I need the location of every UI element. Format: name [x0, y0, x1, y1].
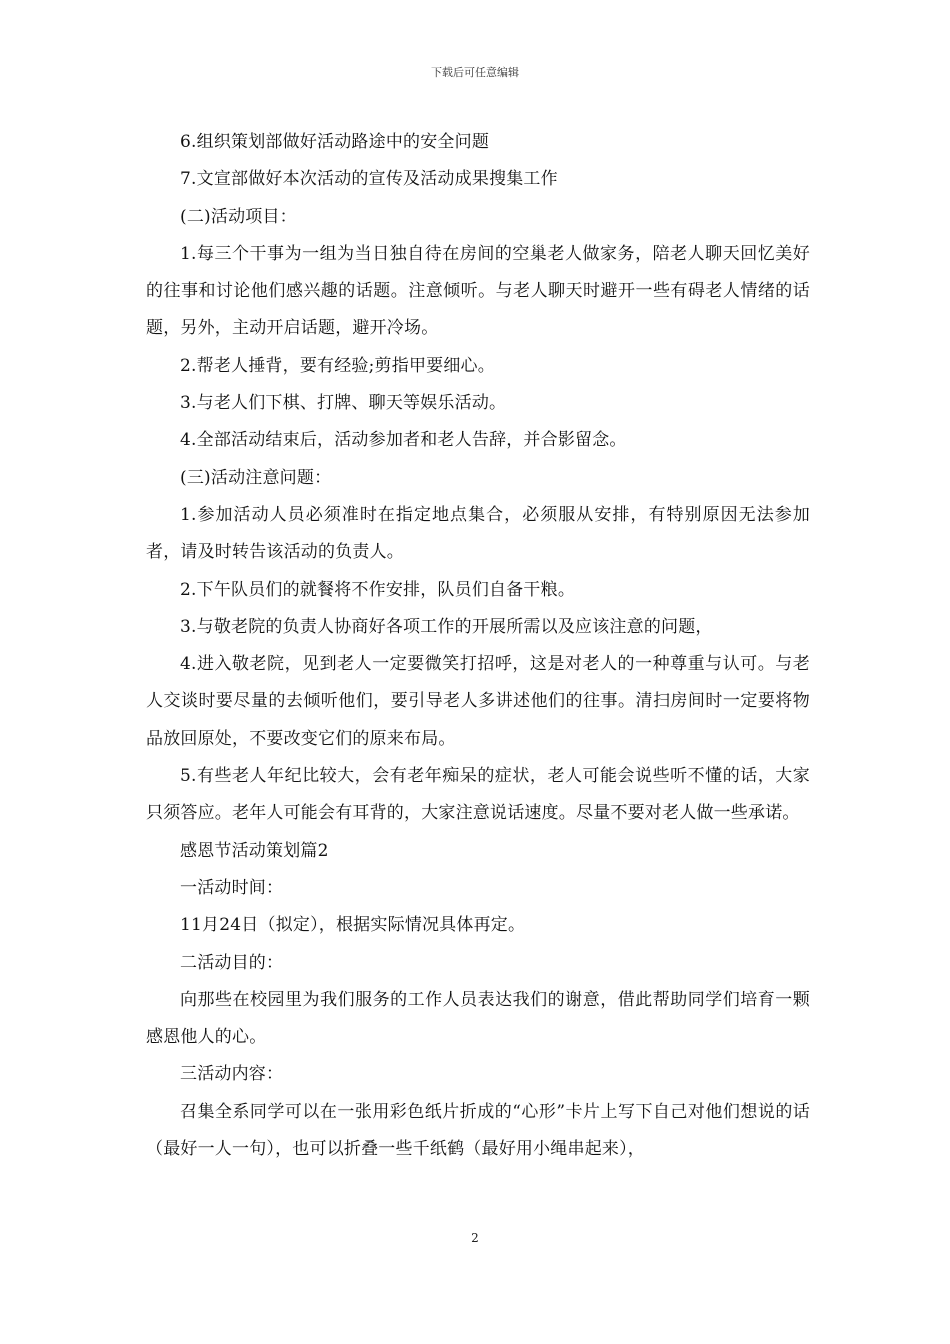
article-title: 感恩节活动策划篇2 [180, 840, 329, 861]
section-heading: (三)活动注意问题： [180, 467, 332, 488]
paragraph: 向那些在校园里为我们服务的工作人员表达我们的谢意，借此帮助同学们培育一颗感恩他人的心。 [146, 989, 810, 1048]
page-header: 下载后可任意编辑 [431, 66, 519, 79]
paragraph: 4.进入敬老院，见到老人一定要微笑打招呼，这是对老人的一种尊重与认可。与老人交谈时要尽量的去倾听他们，要引导老人多讲述他们的往事。清扫房间时一定要将物品放回原处，不要改变它们的原来布局。 [146, 654, 810, 749]
document-body [146, 124, 810, 1168]
section-heading: (二)活动项目： [180, 206, 297, 227]
paragraph: 2.帮老人捶背，要有经验;剪指甲要细心。 [180, 355, 495, 376]
section-heading: 二活动目的： [180, 952, 284, 973]
section-heading: 三活动内容： [180, 1064, 284, 1085]
paragraph: 7.文宣部做好本次活动的宣传及活动成果搜集工作 [180, 169, 558, 190]
paragraph: 3.与敬老院的负责人协商好各项工作的开展所需以及应该注意的问题， [180, 616, 713, 637]
paragraph: 11月24日（拟定），根据实际情况具体再定。 [180, 915, 526, 936]
page-number: 2 [471, 1231, 479, 1245]
paragraph: 5.有些老人年纪比较大，会有老年痴呆的症状，老人可能会说些听不懂的话，大家只须答应。老年人可能会有耳背的，大家注意说话速度。尽量不要对老人做一些承诺。 [146, 766, 810, 824]
paragraph: 2.下午队员们的就餐将不作安排，队员们自备干粮。 [180, 579, 576, 600]
paragraph: 3.与老人们下棋、打牌、聊天等娱乐活动。 [180, 393, 507, 414]
paragraph: 1.每三个干事为一组为当日独自待在房间的空巢老人做家务，陪老人聊天回忆美好的往事和讨论他们感兴趣的话题。注意倾听。与老人聊天时避开一些有碍老人情绪的话题，另外，主动开启话题，避开冷场。 [146, 243, 810, 339]
paragraph: 召集全系同学可以在一张用彩色纸片折成的“心形”卡片上写下自己对他们想说的话（最好一人一句），也可以折叠一些千纸鹤（最好用小绳串起来）， [146, 1101, 810, 1160]
paragraph: 6.组织策划部做好活动路途中的安全问题 [180, 132, 490, 152]
paragraph: 4.全部活动结束后，活动参加者和老人告辞，并合影留念。 [180, 430, 627, 451]
paragraph: 1.参加活动人员必须准时在指定地点集合，必须服从安排，有特别原因无法参加者，请及时转告该活动的负责人。 [146, 504, 810, 563]
section-heading: 一活动时间： [180, 877, 284, 898]
